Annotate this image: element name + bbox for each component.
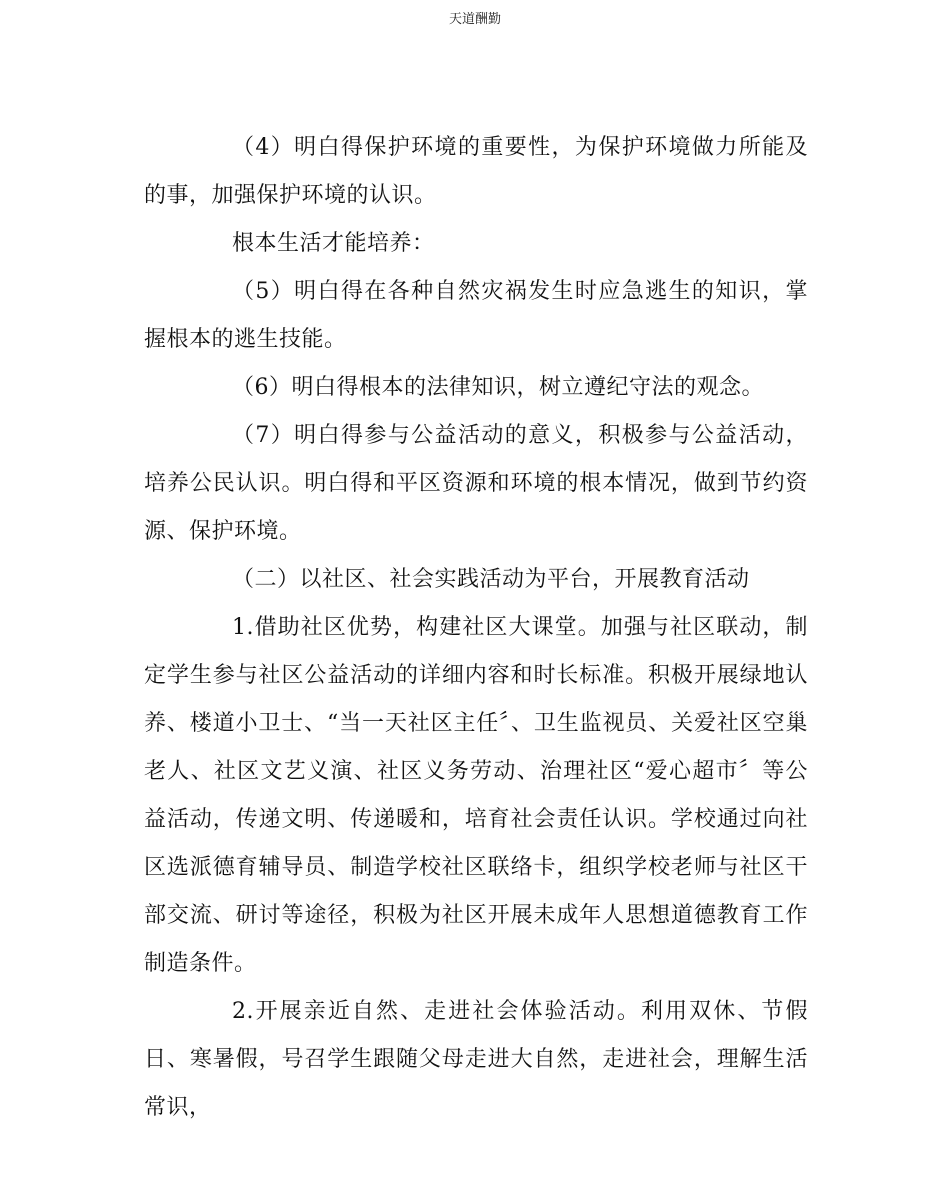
paragraph-basic-skills-heading: 根本生活才能培养： [232,231,435,256]
section-heading-2: （二）以社区、社会实践活动为平台，开展教育活动 [232,567,750,592]
paragraph-point-2: 2.开展亲近自然、走进社会体验活动。利用双休、节假日、寒暑假，号召学生跟随父母走进大自然，走进社会，理解生活常识， [144,999,808,1120]
page-header: 天道酬勤 [448,12,501,27]
paragraph-item-7: （7）明白得参与公益活动的意义，积极参与公益活动，培养公民认识。明白得和平区资源和环境的根本情况，做到节约资源、保护环境。 [144,423,808,544]
paragraph-item-4: （4）明白得保护环境的重要性，为保护环境做力所能及的事，加强保护环境的认识。 [144,135,808,208]
document-body [144,124,808,1132]
paragraph-item-5: （5）明白得在各种自然灾祸发生时应急逃生的知识，掌握根本的逃生技能。 [144,279,808,352]
paragraph-item-6: （6）明白得根本的法律知识，树立遵纪守法的观念。 [232,375,764,400]
paragraph-point-1: 1.借助社区优势，构建社区大课堂。加强与社区联动，制定学生参与社区公益活动的详细内容和时长标准。积极开展绿地认养、楼道小卫士、“当一天社区主任〞、卫生监视员、关爱社区空巢老人、社区文艺义演、社区义务劳动、治理社区“爱心超市〞等公益活动，传递文明、传递暖和，培育社会责任认识。学校通过向社区选派德育辅导员、制造学校社区联络卡，组织学校老师与社区干部交流、研讨等途径，积极为社区开展未成年人思想道德教育工作制造条件。 [144,615,808,976]
